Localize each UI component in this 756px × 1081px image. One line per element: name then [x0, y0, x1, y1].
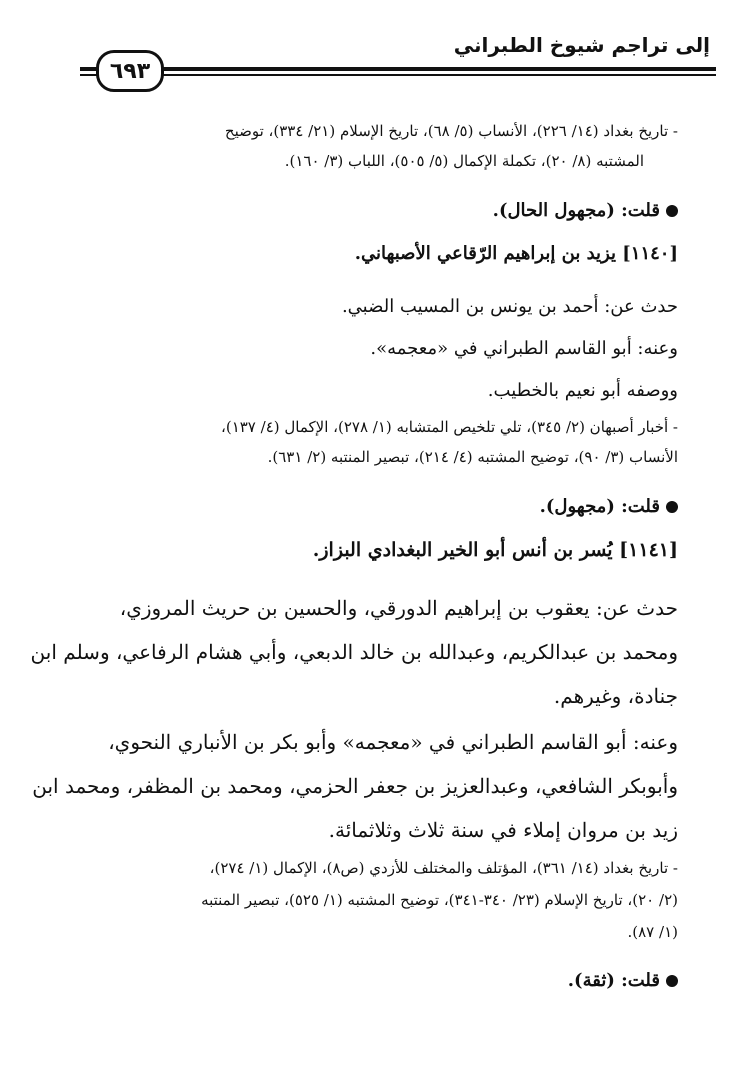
- running-header: إلى تراجم شيوخ الطبراني: [453, 33, 710, 57]
- entry-body: [74, 286, 678, 412]
- entry-line: جنادة، وغيرهم.: [553, 684, 678, 708]
- entry-heading: [١١٤٠] يزيد بن إبراهيم الرّقاعي الأصبهاني.: [354, 243, 678, 264]
- reference-line: - تاريخ بغداد (١٤/ ٢٢٦)، الأنساب (٥/ ٦٨)، تاريخ الإسلام (٢١/ ٣٣٤)، توضيح: [224, 122, 678, 140]
- header-rule-thin: [80, 74, 716, 76]
- verdict-text: قلت: (مجهول).: [539, 496, 660, 517]
- reference-line: (٢/ ٢٠)، تاريخ الإسلام (٢٣/ ٣٤٠-٣٤١)، توضيح المشتبه (١/ ٥٢٥)، تبصير المنتبه: [201, 891, 678, 909]
- entry-line: حدث عن: يعقوب بن إبراهيم الدورقي، والحسين بن حريث المروزي،: [119, 596, 678, 620]
- entry-line: ووصفه أبو نعيم بالخطيب.: [487, 380, 678, 401]
- verdict-line: [74, 496, 678, 517]
- bullet-icon: [666, 975, 678, 987]
- verdict-line: [74, 970, 678, 991]
- references-block-3: [74, 852, 678, 948]
- page-number: ٦٩٣: [96, 50, 164, 92]
- entry-line: وعنه: أبو القاسم الطبراني في «معجمه» وأبو بكر بن الأنباري النحوي،: [108, 730, 678, 754]
- reference-line: المشتبه (٨/ ٢٠)، تكملة الإكمال (٥/ ٥٠٥)، اللباب (٣/ ١٦٠).: [284, 152, 644, 170]
- entry-line: زيد بن مروان إملاء في سنة ثلاث وثلاثمائة.: [328, 818, 678, 842]
- entry-line: وأبوبكر الشافعي، وعبدالعزيز بن جعفر الحزمي، ومحمد بن المظفر، ومحمد ابن: [32, 774, 678, 798]
- reference-line: (١/ ٨٧).: [627, 923, 678, 941]
- reference-line: - أخبار أصبهان (٢/ ٣٤٥)، تلي تلخيص المتشابه (١/ ٢٧٨)، الإكمال (٤/ ١٣٧)،: [220, 418, 678, 436]
- entry-paragraph: [32, 720, 678, 852]
- entry-line: ومحمد بن عبدالكريم، وعبدالله بن خالد الدبعي، وأبي هشام الرفاعي، وسلم ابن: [30, 640, 678, 664]
- verdict-line: [74, 200, 678, 221]
- entry-line: وعنه: أبو القاسم الطبراني في «معجمه».: [370, 338, 678, 359]
- entry-paragraph: [30, 586, 678, 718]
- verdict-text: قلت: (مجهول الحال).: [492, 200, 660, 221]
- bullet-icon: [666, 501, 678, 513]
- references-block-2: [74, 412, 678, 472]
- references-block-1: [74, 116, 678, 176]
- reference-line: الأنساب (٣/ ٩٠)، توضيح المشتبه (٤/ ٢١٤)، تبصير المنتبه (٢/ ٦٣١).: [267, 448, 678, 466]
- header-rule: [80, 67, 716, 71]
- verdict-text: قلت: (ثقة).: [567, 970, 660, 991]
- bullet-icon: [666, 205, 678, 217]
- reference-line: - تاريخ بغداد (١٤/ ٣٦١)، المؤتلف والمختلف للأزدي (ص٨)، الإكمال (١/ ٢٧٤)،: [209, 859, 678, 877]
- entry-line: حدث عن: أحمد بن يونس بن المسيب الضبي.: [341, 296, 678, 317]
- entry-heading: [١١٤١] يُسر بن أنس أبو الخير البغدادي البزاز.: [312, 539, 678, 561]
